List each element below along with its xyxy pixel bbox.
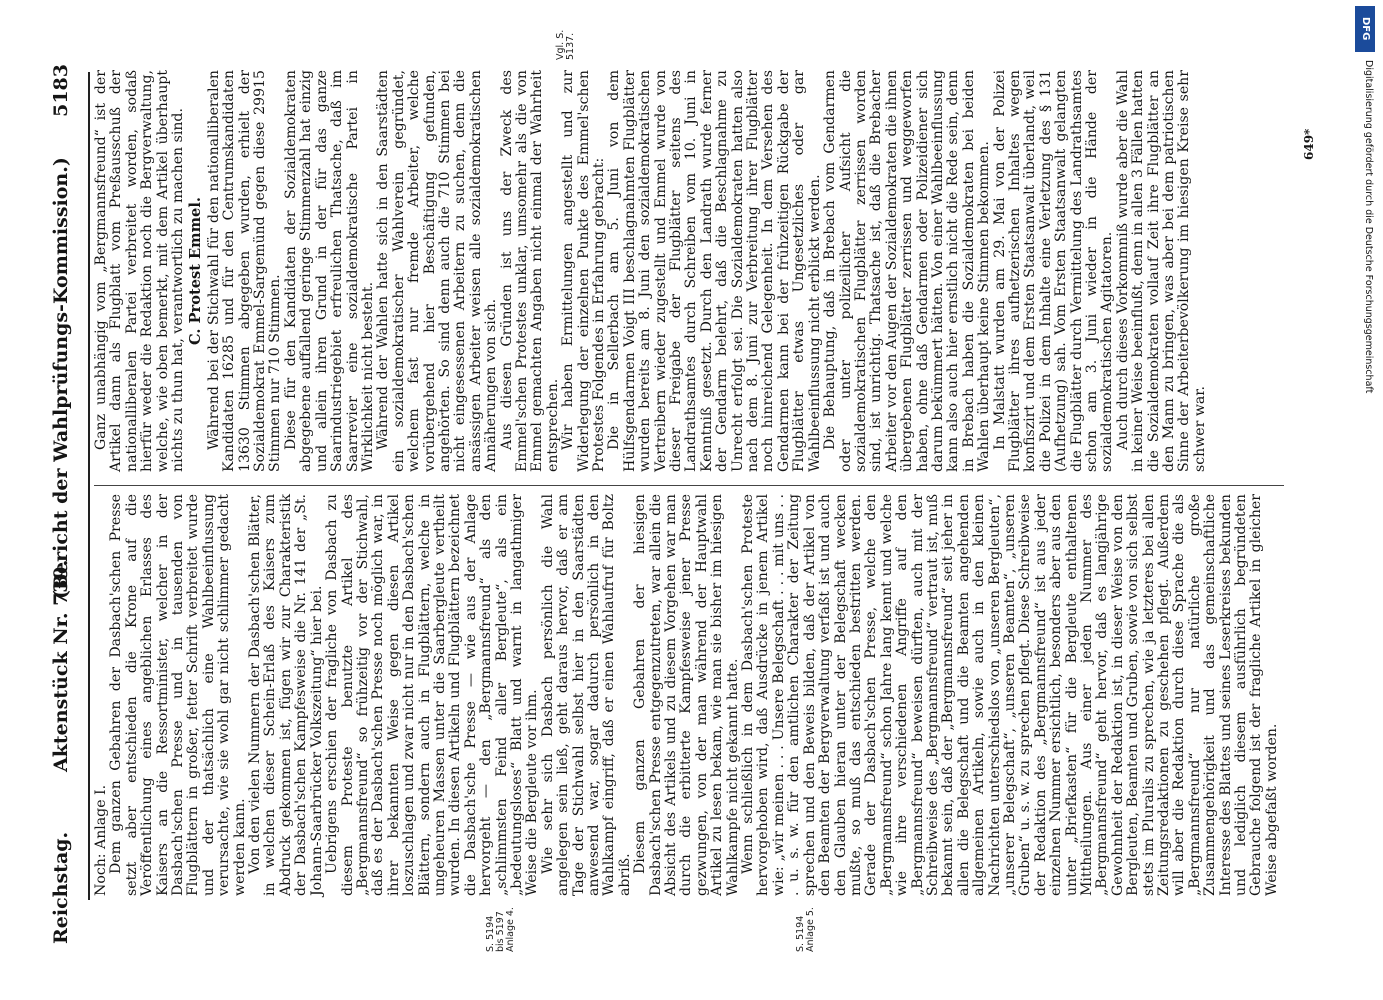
margin-note-left-2: S. 5194 Anlage 5. bbox=[795, 907, 816, 952]
paragraph: In Malstatt wurden am 29. Mai von der Polizei Flugblätter ihres aufhetzerischen Inhaltes wegen konfiszirt und dem Ersten Staatsanwalt überlandt, weil die Polizei in dem Inhalte eine Verletzung des § 131 (Aufhetzung) sah. Vom Ersten Staatsanwalt gelangten die Flugblätter durch Vermittelung des Landrathsamtes schon am 3. Juni wieder in die Hände der sozialdemokratischen Agitatoren. bbox=[991, 70, 1116, 472]
right-text-column bbox=[94, 70, 1208, 472]
paragraph: Diese für den Kandidaten der Sozialdemokraten abgegebene auffallend geringe Stimmenzahl hat einzig und allein ihren Grund in der für das ganze Saarindustriegebiet erfreulichen Thatsache, daß im Saarrevier eine sozialdemokratische Partei in Wirklichkeit nicht besteht. bbox=[282, 70, 376, 472]
column-divider bbox=[94, 485, 1284, 486]
paragraph: Während bei der Stichwahl für den nationalliberalen Kandidaten 16285 und für den Centrumskandidaten 13630 Stimmen abgegeben wurden, erhielt der Sozialdemokrat Emmel-Sargemünd gegen diese 29915 Stimmen nur 710 Stimmen. bbox=[205, 70, 284, 472]
signature-mark: 649* bbox=[1302, 128, 1316, 160]
paragraph: Dem ganzen Gebahren der Dasbach'schen Presse setzt aber entschieden die Krone auf die Veröffentlichung eines angeblichen Erlasses des Kaisers an die Ressortminister, welcher in der Dasbach'schen Presse und in tausenden von Flugblättern in großer, fetter Schrift verbreitet wurde und der thatsächlich eine Wahlbeeinflussung verursachte, wie sie wohl gar nicht schlimmer gedacht werden kann. bbox=[108, 494, 248, 896]
paragraph: Wir haben Ermittelungen angestellt und zur Widerlegung der einzelnen Punkte des Emmel'schen Protestes Folgendes in Erfahrung gebracht: bbox=[560, 70, 607, 472]
paragraph: Noch: Anlage I. bbox=[93, 784, 109, 896]
paragraph: Ganz unabhängig vom „Bergmannsfreund“ ist der Artikel dann als Flugblatt vom Preßausschuß der nationalliberalen Partei verbreitet worden, sodaß hierfür weder die Redaktion noch die Bergverwaltung, welche, wie oben bemerkt, mit dem Artikel überhaupt nichts zu thun hat, verantwortlich zu machen sind. bbox=[93, 70, 187, 472]
section-heading: C. Protest Emmel. bbox=[187, 197, 205, 345]
paragraph: Die in Sellerbach am 5. Juni von dem Hülfsgendarmen Voigt III beschlagnahmten Flugblätter wurden bereits am 8. Juni den sozialdemokratischen Vertreibern wieder zugestellt und Emmel wurde von dieser Freigabe der Flugblätter seitens des Landrathsamtes durch Schreiben vom 10. Juni in Kenntniß gesetzt. Durch den Landrath wurde ferner der Gendarm belehrt, daß die Beschlagnahme zu Unrecht erfolgt sei. Die Sozialdemokraten hatten also nach dem 8. Juni zur Verbreitung ihrer Flugblätter noch hinreichend Gelegenheit. In dem Versehen des Gendarmen kann bei der frühzeitigen Rückgabe der Flugblätter etwas Ungesetzliches oder gar Wahlbeeinflussung nicht erblickt werden. bbox=[606, 70, 823, 472]
page-number: 5183 bbox=[50, 64, 72, 117]
header-document-number: Aktenstück Nr. 739. bbox=[50, 559, 72, 772]
paragraph: Auch durch dieses Vorkommniß wurde aber die Wahl in keiner Weise beeinflußt, denn in allen 3 Fällen hatten die Sozialdemokraten vollauf Zeit ihre Flugblätter an den Mann zu bringen, was aber bei dem patriotischen Sinne der Arbeiterbevölkerung im hiesigen Kreise sehr schwer war. bbox=[1114, 70, 1208, 472]
paragraph: Aus diesen Gründen ist uns der Zweck des Emmel'schen Protestes unklar, umsomehr als die von Emmel gemachten Angaben nicht einmal der Wahrheit entsprechen. bbox=[498, 70, 561, 472]
header-rule bbox=[88, 72, 90, 900]
header-left: Reichstag. bbox=[50, 831, 72, 944]
paragraph: Während der Wahlen hatte sich in den Saarstädten ein sozialdemokratischer Wahlverein gegründet, welchem fast nur fremde Arbeiter, welche vorübergehend hier Beschäftigung gefunden, angehörten. So sind denn auch die 710 Stimmen bei nicht eingesessenen Arbeitern zu suchen, denn die ansässigen Arbeiter weisen alle sozialdemokratischen Annäherungen von sich. bbox=[375, 70, 500, 472]
margin-note-right-1: Vgl. S. 5137. bbox=[555, 29, 576, 60]
dfg-logo: DFG bbox=[1355, 6, 1375, 52]
running-header bbox=[44, 64, 80, 944]
funding-note: Digitalisierung gefördert durch die Deutsche Forschungsgemeinschaft bbox=[1363, 60, 1374, 394]
left-text-column bbox=[94, 494, 1280, 896]
dfg-strip bbox=[1355, 0, 1377, 1000]
header-report-title: (Bericht der Wahlprüfungs-Kommission.) bbox=[50, 157, 72, 599]
paragraph: Diesem ganzen Gebahren der hiesigen Dasbach'schen Presse entgegenzutreten, war allein die Absicht des Artikels und zu diesem Vorgehen war man durch die erbitterte Kampfesweise jener Presse gezwungen, von der man während der Hauptwahl Artikel zu lesen bekam, wie man sie bisher im hiesigen Wahlkampfe nicht gekannt hatte. bbox=[632, 494, 741, 896]
paragraph: Wenn schließlich in dem Dasbach'schen Proteste hervorgehoben wird, daß Ausdrücke in jenem Artikel wie: „wir meinen . . . Unsere Belegschaft . . . mit uns . . . u. s. w. für den amtlichen Charakter der Zeitung sprechen und den Beweis bilden, daß der Artikel von den Beamten der Bergverwaltung verfaßt ist und auch den Glauben hieran unter der Belegschaft wecken mußte, so muß das entschieden bestritten werden. Gerade der Dasbach'schen Presse, welche den „Bergmannsfreund“ schon Jahre lang kennt und welche wie ihre verschiedenen Angriffe auf den „Bergmannsfreund“ beweisen dürften, auch mit der Schreibweise des „Bergmannsfreund“ vertraut ist, muß bekannt sein, daß der „Bergmannsfreund“ seit jeher in allen die Belegschaft und die Beamten angehenden allgemeinen Artikeln, sowie auch in den kleinen Nachrichten unterschiedslos von „unseren Bergleuten“, „unserer Belegschaft“, „unseren Beamten“, „unseren Gruben“ u. s. w. zu sprechen pflegt. Diese Schreibweise der Redaktion des „Bergmannsfreund“ ist aus jeder einzelnen Nummer ersichtlich, besonders aber aus den unter „Briefkasten“ für die Bergleute enthaltenen Mittheilungen. Aus einer jeden Nummer des „Bergmannsfreund“ geht hervor, daß es langjährige Gewohnheit der Redaktion ist, in dieser Weise von den Bergleuten, Beamten und Gruben, sowie von sich selbst stets im Pluralis zu sprechen, wie ja letzteres bei allen Zeitungsredaktionen zu geschehen pflegt. Außerdem will aber die Redaktion durch diese Sprache die als „Bergmannsfreund“ nur natürliche große Zusammengehörigkeit und das gemeinschaftliche Interesse des Blattes und seines Leserkreises bekunden und lediglich diesem ausführlich begründeten Gebrauche folgend ist der fragliche Artikel in gleicher Weise abgefaßt worden. bbox=[740, 494, 1280, 896]
paragraph: Die Behauptung, daß in Brebach vom Gendarmen oder unter polizeilicher Aufsicht die sozialdemokratischen Flugblätter zerrissen worden sind, ist unrichtig. Thatsache ist, daß die Brebacher Arbeiter vor den Augen der Sozialdemokraten die ihnen übergebenen Flugblätter zerrissen und weggeworfen haben, ohne daß Gendarmen oder Polizeidiener sich darum bekümmert hätten. Von einer Wahlbeeinflussung kann also auch hier ernstlich nicht die Rede sein, denn in Brebach haben die Sozialdemokraten bei beiden Wahlen überhaupt keine Stimmen bekommen. bbox=[822, 70, 993, 472]
paragraph: Uebrigens erschien der fragliche von Dasbach zu diesem Proteste benutzte Artikel des „Bergmannsfreund“ so frühzeitig vor der Stichwahl, daß es der Dasbach'schen Presse noch möglich war, in ihrer bekannten Weise gegen diesen Artikel loszuschlagen und zwar nicht nur in den Dasbach'schen Blättern, sondern auch in Flugblättern, welche in ungeheuren Massen unter die Saarbergleute vertheilt wurden. In diesen Artikeln und Flugblättern bezeichnet die Dasbach'sche Presse — wie aus der Anlage hervorgeht — den „Bergmannsfreund“ als den „schlimmsten Feind aller Bergleute“, als ein „bedeutungsloses“ Blatt und warnt in langathmiger Weise die Bergleute vor ihm. bbox=[324, 494, 541, 896]
margin-note-left-1: S. 5194 bis 5197 Anlage 4. bbox=[485, 907, 516, 952]
paragraph: Von den vielen Nummern der Dasbach'schen Blätter, in welchen dieser Schein-Erlaß des Kaisers zum Abdruck gekommen ist, fügen wir zur Charakteristik der Dasbach'schen Kampfesweise die Nr. 141 der „St. Johann-Saarbrücker Volkszeitung“ hier bei. bbox=[247, 494, 325, 896]
paragraph: Wie sehr sich Dasbach persönlich die Wahl angelegen sein ließ, geht daraus hervor, daß er am Tage der Stichwahl selbst hier in den Saarstädten anwesend war, sogar dadurch persönlich in den Wahlkampf eingriff, daß er einen Wahlaufruf für Boltz abriß. bbox=[539, 494, 633, 896]
